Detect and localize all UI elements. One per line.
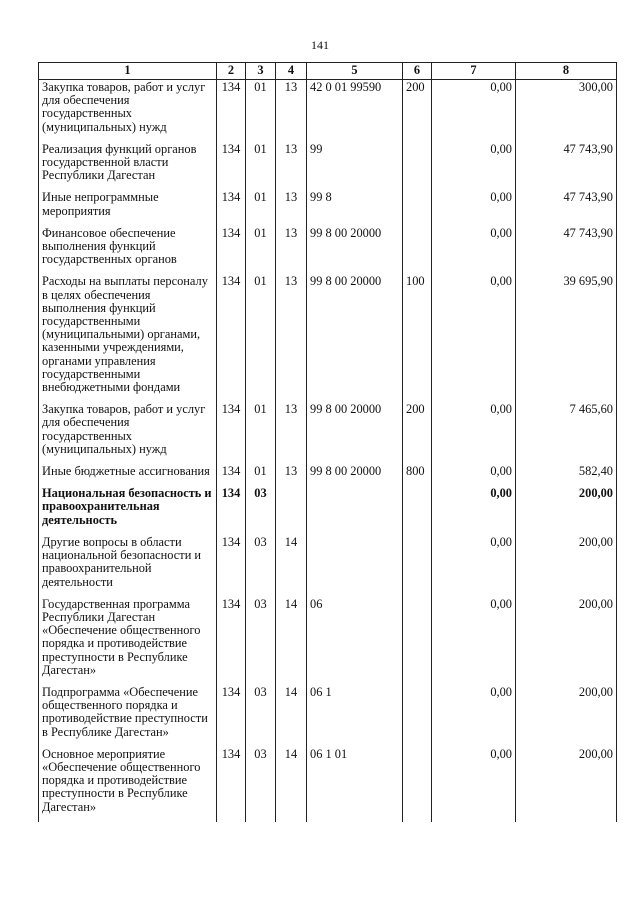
amount-col7: 0,00 [432, 80, 516, 142]
item-name: Расходы на выплаты персоналу в целях обеспечения выполнения функций государственными (муниципальными) органами, казенными учреждениями, органами управления государственными внебюджетными фондами [39, 274, 217, 402]
expense-type-code: 100 [403, 274, 432, 402]
item-name: Государственная программа Республики Дагестан «Обеспечение общественного порядка и противодействие преступности в Республике Дагестан» [39, 597, 217, 685]
table-row-5 [39, 274, 617, 402]
col-header-8: 8 [516, 63, 617, 80]
ministry-code: 134 [217, 486, 246, 535]
section-code: 01 [246, 402, 276, 464]
target-article-code: 99 [307, 142, 403, 191]
target-article-code: 99 8 00 20000 [307, 402, 403, 464]
budget-table [38, 62, 617, 822]
expense-type-code: 800 [403, 464, 432, 486]
amount-col8: 200,00 [516, 486, 617, 535]
subsection-code: 13 [276, 226, 307, 275]
amount-col8: 47 743,90 [516, 226, 617, 275]
amount-col8: 200,00 [516, 535, 617, 597]
table-row-1 [39, 80, 617, 142]
table-row-9 [39, 535, 617, 597]
ministry-code: 134 [217, 142, 246, 191]
subsection-code: 13 [276, 464, 307, 486]
col-header-6: 6 [403, 63, 432, 80]
subsection-code: 13 [276, 274, 307, 402]
target-article-code: 99 8 00 20000 [307, 226, 403, 275]
amount-col7: 0,00 [432, 535, 516, 597]
table-row-3 [39, 190, 617, 225]
amount-col8: 7 465,60 [516, 402, 617, 464]
amount-col7: 0,00 [432, 597, 516, 685]
table-body [39, 80, 617, 822]
table-row-12 [39, 747, 617, 822]
section-code: 03 [246, 747, 276, 822]
ministry-code: 134 [217, 226, 246, 275]
table-row-8 [39, 486, 617, 535]
item-name: Иные бюджетные ассигнования [39, 464, 217, 486]
amount-col7: 0,00 [432, 190, 516, 225]
table-row-6 [39, 402, 617, 464]
section-code: 03 [246, 535, 276, 597]
amount-col7: 0,00 [432, 464, 516, 486]
section-code: 01 [246, 226, 276, 275]
section-code: 03 [246, 486, 276, 535]
subsection-code: 13 [276, 190, 307, 225]
target-article-code: 06 [307, 597, 403, 685]
subsection-code: 14 [276, 597, 307, 685]
item-name: Национальная безопасность и правоохранительная деятельность [39, 486, 217, 535]
col-header-2: 2 [217, 63, 246, 80]
subsection-code: 13 [276, 80, 307, 142]
ministry-code: 134 [217, 685, 246, 747]
amount-col7: 0,00 [432, 685, 516, 747]
col-header-4: 4 [276, 63, 307, 80]
col-header-1: 1 [39, 63, 217, 80]
subsection-code: 14 [276, 685, 307, 747]
expense-type-code [403, 685, 432, 747]
target-article-code: 06 1 [307, 685, 403, 747]
ministry-code: 134 [217, 402, 246, 464]
section-code: 01 [246, 274, 276, 402]
amount-col8: 200,00 [516, 685, 617, 747]
amount-col7: 0,00 [432, 142, 516, 191]
section-code: 03 [246, 597, 276, 685]
item-name: Финансовое обеспечение выполнения функций государственных органов [39, 226, 217, 275]
amount-col7: 0,00 [432, 226, 516, 275]
table-row-2 [39, 142, 617, 191]
ministry-code: 134 [217, 535, 246, 597]
subsection-code: 14 [276, 535, 307, 597]
amount-col8: 582,40 [516, 464, 617, 486]
col-header-7: 7 [432, 63, 516, 80]
amount-col7: 0,00 [432, 274, 516, 402]
item-name: Подпрограмма «Обеспечение общественного порядка и противодействие преступности в Республике Дагестан» [39, 685, 217, 747]
col-header-3: 3 [246, 63, 276, 80]
expense-type-code [403, 535, 432, 597]
amount-col8: 200,00 [516, 597, 617, 685]
target-article-code [307, 535, 403, 597]
expense-type-code: 200 [403, 402, 432, 464]
ministry-code: 134 [217, 274, 246, 402]
expense-type-code [403, 747, 432, 822]
item-name: Реализация функций органов государственной власти Республики Дагестан [39, 142, 217, 191]
target-article-code: 06 1 01 [307, 747, 403, 822]
subsection-code: 14 [276, 747, 307, 822]
col-header-5: 5 [307, 63, 403, 80]
subsection-code [276, 486, 307, 535]
expense-type-code [403, 142, 432, 191]
amount-col7: 0,00 [432, 402, 516, 464]
section-code: 01 [246, 142, 276, 191]
amount-col7: 0,00 [432, 486, 516, 535]
table-row-11 [39, 685, 617, 747]
expense-type-code: 200 [403, 80, 432, 142]
target-article-code: 99 8 00 20000 [307, 464, 403, 486]
section-code: 01 [246, 464, 276, 486]
section-code: 01 [246, 190, 276, 225]
ministry-code: 134 [217, 597, 246, 685]
target-article-code: 99 8 00 20000 [307, 274, 403, 402]
target-article-code: 99 8 [307, 190, 403, 225]
ministry-code: 134 [217, 464, 246, 486]
item-name: Закупка товаров, работ и услуг для обеспечения государственных (муниципальных) нужд [39, 80, 217, 142]
amount-col8: 47 743,90 [516, 190, 617, 225]
item-name: Закупка товаров, работ и услуг для обеспечения государственных (муниципальных) нужд [39, 402, 217, 464]
expense-type-code [403, 226, 432, 275]
item-name: Другие вопросы в области национальной безопасности и правоохранительной деятельности [39, 535, 217, 597]
item-name: Основное мероприятие «Обеспечение общественного порядка и противодействие преступности в Республике Дагестан» [39, 747, 217, 822]
amount-col7: 0,00 [432, 747, 516, 822]
ministry-code: 134 [217, 190, 246, 225]
amount-col8: 300,00 [516, 80, 617, 142]
header-row [39, 63, 617, 80]
page-number: 141 [311, 38, 329, 52]
amount-col8: 47 743,90 [516, 142, 617, 191]
amount-col8: 200,00 [516, 747, 617, 822]
table-row-10 [39, 597, 617, 685]
item-name: Иные непрограммные мероприятия [39, 190, 217, 225]
target-article-code [307, 486, 403, 535]
ministry-code: 134 [217, 80, 246, 142]
amount-col8: 39 695,90 [516, 274, 617, 402]
expense-type-code [403, 486, 432, 535]
ministry-code: 134 [217, 747, 246, 822]
expense-type-code [403, 190, 432, 225]
subsection-code: 13 [276, 402, 307, 464]
table-row-4 [39, 226, 617, 275]
section-code: 01 [246, 80, 276, 142]
table-row-7 [39, 464, 617, 486]
subsection-code: 13 [276, 142, 307, 191]
expense-type-code [403, 597, 432, 685]
section-code: 03 [246, 685, 276, 747]
target-article-code: 42 0 01 99590 [307, 80, 403, 142]
